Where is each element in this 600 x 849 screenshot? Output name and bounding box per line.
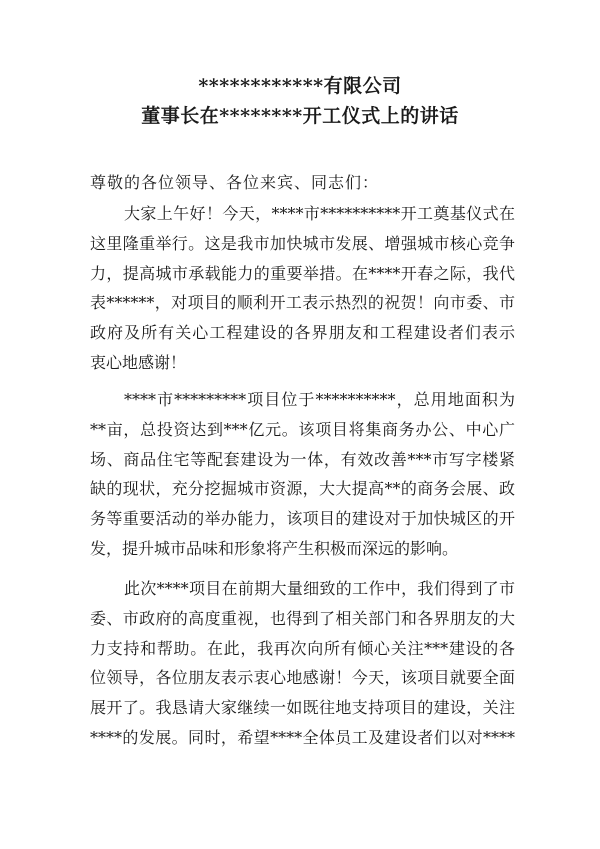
paragraph-line: 衷心地感谢！	[90, 352, 187, 372]
paragraph-1	[90, 199, 515, 378]
paragraph-line: **亩，总投资达到***亿元。该项目将集商务办公、中心广	[90, 419, 515, 439]
company-title: ************有限公司	[198, 75, 402, 97]
speech-title: 董事长在********开工仪式上的讲话	[141, 105, 459, 127]
paragraph-line: 大家上午好！今天，****市**********开工奠基仪式在	[124, 204, 515, 223]
paragraph-line: 力，提高城市承载能力的重要举措。在****开春之际，我代	[90, 263, 515, 283]
paragraph-line: 这里隆重举行。这是我市加快城市发展、增强城市核心竞争	[90, 233, 515, 253]
paragraph-line: ****市*********项目位于**********，总用地面积为	[124, 390, 515, 409]
paragraph-line: 表******，对项目的顺利开工表示热烈的祝贺！向市委、市	[90, 293, 515, 313]
paragraph-line: 政府及所有关心工程建设的各界朋友和工程建设者们表示	[90, 323, 515, 343]
paragraph-line: 力支持和帮助。在此，我再次向所有倾心关注***建设的各	[90, 638, 515, 658]
paragraph-line: 务等重要活动的举办能力，该项目的建设对于加快城区的开	[90, 509, 515, 529]
paragraph-3	[90, 574, 515, 753]
paragraph-line: 委、市政府的高度重视，也得到了相关部门和各界朋友的大	[90, 608, 515, 628]
paragraph-line: 展开了。我恳请大家继续一如既往地支持项目的建设，关注	[90, 698, 515, 718]
paragraph-line: 场、商品住宅等配套建设为一体，有效改善***市写字楼紧	[90, 449, 515, 469]
paragraph-line: 位领导，各位朋友表示衷心地感谢！今天，该项目就要全面	[90, 668, 515, 688]
paragraph-line: 此次****项目在前期大量细致的工作中，我们得到了市	[124, 579, 515, 598]
paragraph-line: ****的发展。同时，希望****全体员工及建设者们以对****	[90, 727, 515, 747]
salutation: 尊敬的各位领导、各位来宾、同志们：	[90, 173, 380, 192]
paragraph-line: 缺的现状，充分挖掘城市资源，大大提高**的商务会展、政	[90, 479, 515, 499]
paragraph-line: 发，提升城市品味和形象将产生积极而深远的影响。	[90, 538, 459, 558]
paragraph-2	[90, 385, 515, 564]
